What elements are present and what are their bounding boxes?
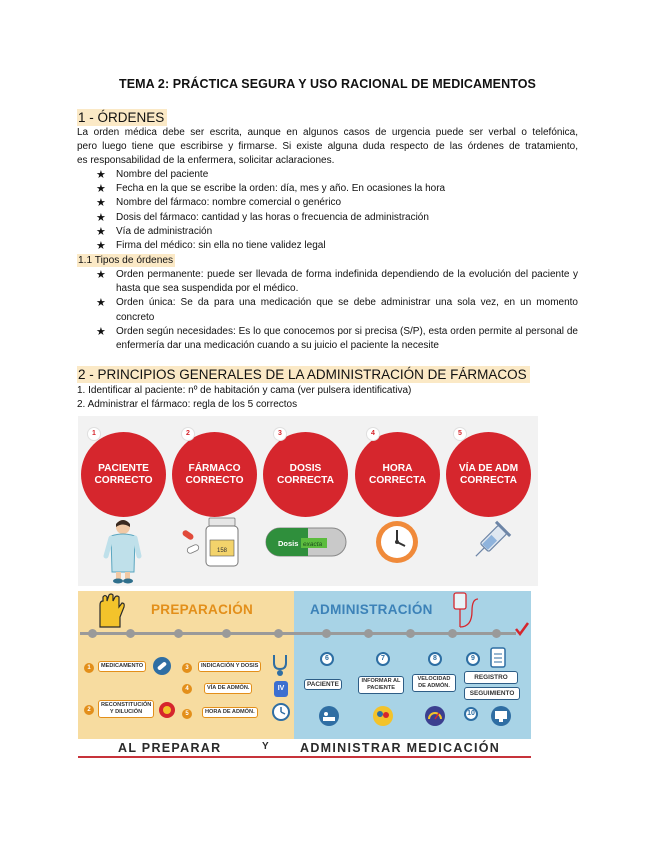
right-circle: PACIENTE CORRECTO [81, 432, 166, 517]
step-label: REGISTRO [464, 671, 518, 684]
list-item: ★ Dosis del fármaco: cantidad y las horas o frecuencia de administración [96, 211, 429, 224]
timeline-dot [492, 629, 501, 638]
step-number: 5 [182, 709, 192, 719]
capsule-icon [264, 526, 348, 558]
step-label: MEDICAMENTO [98, 661, 146, 672]
right-number: 3 [274, 428, 286, 440]
section-heading-ordenes: 1 - ÓRDENES [77, 109, 167, 126]
intro-line: La orden médica debe ser escrita, aunque en algunos casos de urgencia puede ser verbal o telefónica, [77, 127, 578, 138]
star-bullet-icon: ★ [96, 297, 106, 310]
medication-icon [152, 656, 172, 676]
star-bullet-icon: ★ [96, 197, 106, 210]
footer-right-text: ADMINISTRAR MEDICACIÓN [300, 741, 501, 755]
timeline-dot [222, 629, 231, 638]
order-requirements-list [96, 168, 578, 253]
timeline-dot [88, 629, 97, 638]
order-types-list [96, 268, 578, 353]
timeline-dot [406, 629, 415, 638]
capsule-text: Dosis [278, 539, 299, 548]
clipboard-icon [488, 645, 508, 669]
right-number: 1 [88, 428, 100, 440]
list-item: ★ Orden permanente: puede ser llevada de forma indefinida dependiendo de la evolución del paciente y hasta que sea suspendida por el médico. [96, 269, 578, 295]
pill-bottle-icon [179, 516, 249, 568]
page-title: TEMA 2: PRÁCTICA SEGURA Y USO RACIONAL DE MEDICAMENTOS [118, 77, 536, 91]
nurse-patient-icon [372, 705, 394, 727]
step-label: PACIENTE [304, 679, 342, 690]
step-number: 3 [182, 663, 192, 673]
star-bullet-icon: ★ [96, 240, 106, 253]
step-line: 1. Identificar al paciente: nº de habitación y cama (ver pulsera identificativa) [77, 385, 412, 396]
step-line: 2. Administrar el fármaco: regla de los 5 correctos [77, 399, 298, 410]
list-item: ★ Nombre del paciente [96, 169, 209, 181]
step-label: INDICACIÓN Y DOSIS [198, 661, 261, 672]
star-bullet-icon: ★ [96, 325, 106, 338]
patient-bed-icon [318, 705, 340, 727]
subheading-tipos-ordenes: 1.1 Tipos de órdenes [78, 255, 174, 266]
checkmark-icon [514, 621, 530, 637]
step-number: 6 [320, 652, 334, 666]
list-item: ★ Fecha en la que se escribe la orden: día, mes y año. En ocasiones la hora [96, 183, 446, 196]
list-item: ★ Nombre del fármaco: nombre comercial o genérico [96, 197, 342, 210]
right-number: 2 [182, 428, 194, 440]
timeline-dot [364, 629, 373, 638]
footer-left-text: AL PREPARAR [118, 741, 222, 755]
right-circle: FÁRMACO CORRECTO [172, 432, 257, 517]
star-bullet-icon: ★ [96, 269, 106, 281]
time-icon [272, 703, 290, 721]
intro-paragraph [77, 126, 578, 169]
footer-underline [78, 756, 531, 758]
list-item: ★ Vía de administración [96, 225, 213, 238]
administration-title: ADMINISTRACIÓN [310, 602, 433, 617]
step-label: VELOCIDAD DE ADMÓN. [412, 674, 456, 692]
right-circle: HORA CORRECTA [355, 432, 440, 517]
capsule-text-2: exacta [303, 541, 323, 548]
step-number: 8 [428, 652, 442, 666]
step-number: 1 [84, 663, 94, 673]
timeline-dot [322, 629, 331, 638]
step-label: INFORMAR AL PACIENTE [358, 676, 404, 694]
step-number: 9 [466, 652, 480, 666]
monitor-icon [490, 705, 512, 727]
section-heading-principios: 2 - PRINCIPIOS GENERALES DE LA ADMINISTRACIÓN DE FÁRMACOS [77, 366, 530, 383]
step-label: SEGUIMIENTO [464, 687, 520, 700]
dilution-icon [158, 701, 176, 719]
list-item: ★ Firma del médico: sin ella no tiene validez legal [96, 240, 326, 253]
bottle-label-text: 158 [216, 548, 228, 554]
step-number: 2 [84, 705, 94, 715]
right-circle: VÍA DE ADM CORRECTA [446, 432, 531, 517]
step-number: 4 [182, 684, 192, 694]
intro-line: pero luego tiene que escribirse y firmarse. Si existe alguna duda respecto de las órdenes de tratamiento, [77, 141, 578, 153]
right-number: 5 [454, 428, 466, 440]
step-number: 7 [376, 652, 390, 666]
gloves-icon [94, 593, 128, 629]
iv-bag-icon [446, 591, 482, 629]
right-number: 4 [367, 428, 379, 440]
right-circle: DOSIS CORRECTA [263, 432, 348, 517]
clock-icon [374, 519, 420, 565]
list-item: ★ Orden según necesidades: Es lo que conocemos por si precisa (S/P), esta orden permite al personal de enfermería dar una medicación cuando a su juicio el paciente la necesite [96, 325, 578, 352]
speedometer-icon [424, 705, 446, 727]
timeline-dot [448, 629, 457, 638]
star-bullet-icon: ★ [96, 169, 106, 181]
timeline-dot [126, 629, 135, 638]
footer-mid-text: Y [262, 741, 269, 752]
iv-icon: IV [274, 681, 288, 697]
intro-line: es responsabilidad de la enfermera, solicitar aclaraciones. [77, 155, 335, 167]
stethoscope-icon [270, 653, 290, 677]
syringe-icon [468, 520, 512, 564]
timeline-dot [274, 629, 283, 638]
step-label: RECONSTITUCIÓN Y DILUCIÓN [98, 700, 154, 718]
principles-diagram [78, 591, 531, 758]
patient-icon [103, 518, 143, 584]
step-number: 10 [464, 707, 478, 721]
step-label: HORA DE ADMÓN. [202, 707, 258, 718]
list-item: ★ Orden única: Se da para una medicación que se debe administrar una sola vez, en un momento concreto [96, 297, 578, 323]
star-bullet-icon: ★ [96, 211, 106, 224]
star-bullet-icon: ★ [96, 183, 106, 196]
step-label: VÍA DE ADMÓN. [204, 683, 252, 694]
timeline-dot [174, 629, 183, 638]
star-bullet-icon: ★ [96, 225, 106, 238]
five-rights-figure [78, 416, 538, 586]
preparation-title: PREPARACIÓN [151, 602, 254, 617]
